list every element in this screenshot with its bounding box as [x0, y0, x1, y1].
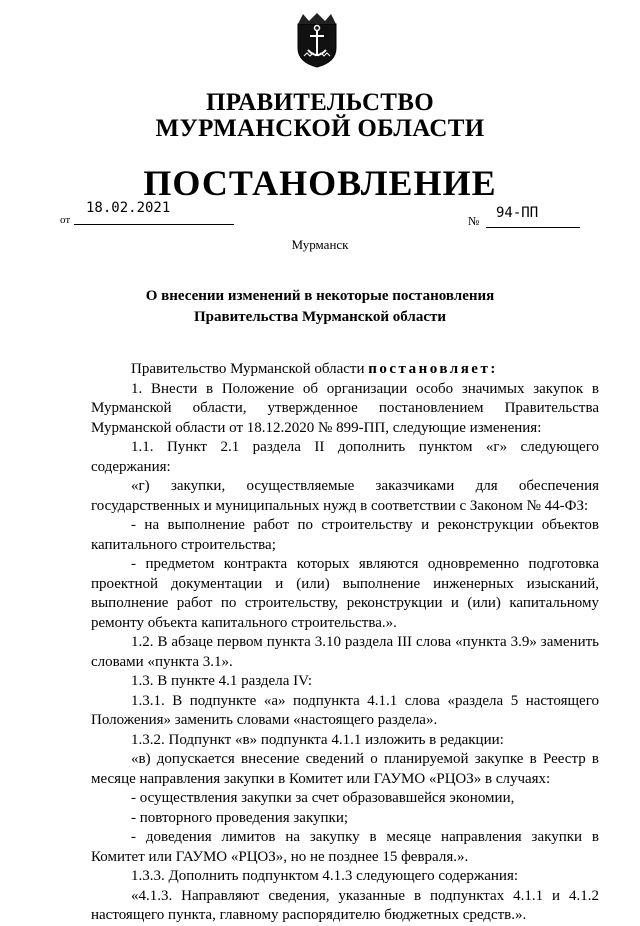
paragraph: - доведения лимитов на закупку в месяце направления закупки в Комитет или ГАУМО «РЦОЗ», но не позднее 15 февраля.». [91, 829, 599, 865]
number-prefix: № [468, 214, 480, 228]
city-name: Мурманск [291, 237, 349, 252]
government-title-line2: МУРМАНСКОЙ ОБЛАСТИ [155, 115, 485, 142]
paragraph: - предметом контракта которых являются одновременно подготовка проектной документации и (или) выполнение инженерных изысканий, выполнение работ по строительству, реконструкции и (или) капитальному ремонту объекта капитального строительства.». [91, 556, 599, 631]
number-underline [486, 227, 580, 228]
paragraph: 1.3.1. В подпункте «а» подпункта 4.1.1 слова «раздела 5 настоящего Положения» заменить словами «настоящего раздела». [91, 692, 599, 728]
paragraph: «г) закупки, осуществляемые заказчиками для обеспечения государственных и муниципальных нужд в соответствии с Законом № 44-ФЗ: [91, 478, 599, 514]
paragraph: 1. Внести в Положение об организации особо значимых закупок в Мурманской области, утвержденное постановлением Правительства Мурманской области от 18.12.2020 № 899-ПП, следующие изменения: [91, 380, 599, 436]
paragraph: - повторного проведения закупки; [131, 809, 349, 826]
paragraph: «в) допускается внесение сведений о планируемой закупке в Реестр в месяце направления закупки в Комитет или ГАУМО «РЦОЗ» в случаях: [91, 751, 599, 787]
number-value: 94-ПП [496, 205, 539, 221]
intro-decree: постановляет: [368, 361, 498, 377]
intro-paragraph [91, 360, 599, 380]
paragraph: - осуществления закупки за счет образовавшейся экономии, [131, 790, 515, 806]
intro-lead: Правительство Мурманской области [131, 361, 369, 377]
paragraph: 1.3. В пункте 4.1 раздела IV: [131, 673, 312, 689]
paragraph: «4.1.3. Направляют сведения, указанные в подпунктах 4.1.1 и 4.1.2 настоящего пункта, главному распорядителю бюджетных средств.». [91, 887, 599, 923]
paragraph: - на выполнение работ по строительству и реконструкции объектов капитального строительства; [91, 517, 599, 553]
document-body [91, 360, 599, 926]
paragraph: 1.2. В абзаце первом пункта 3.10 раздела III слова «пункта 3.9» заменить словами «пункта 3.1». [91, 634, 599, 670]
government-title-line1: ПРАВИТЕЛЬСТВО [206, 89, 434, 116]
date-value: 18.02.2021 [86, 200, 171, 216]
paragraph: 1.1. Пункт 2.1 раздела II дополнить пунктом «г» следующего содержания: [91, 439, 599, 475]
coat-of-arms-icon [295, 12, 339, 68]
date-prefix: от [60, 214, 71, 226]
document-type-title: ПОСТАНОВЛЕНИЕ [143, 163, 497, 203]
paragraph: 1.3.2. Подпункт «в» подпункта 4.1.1 изложить в редакции: [131, 731, 504, 748]
date-underline [74, 224, 234, 225]
paragraph: 1.3.3. Дополнить подпунктом 4.1.3 следующего содержания: [131, 868, 519, 884]
document-subject: О внесении изменений в некоторые постановления Правительства Мурманской области [145, 288, 495, 325]
